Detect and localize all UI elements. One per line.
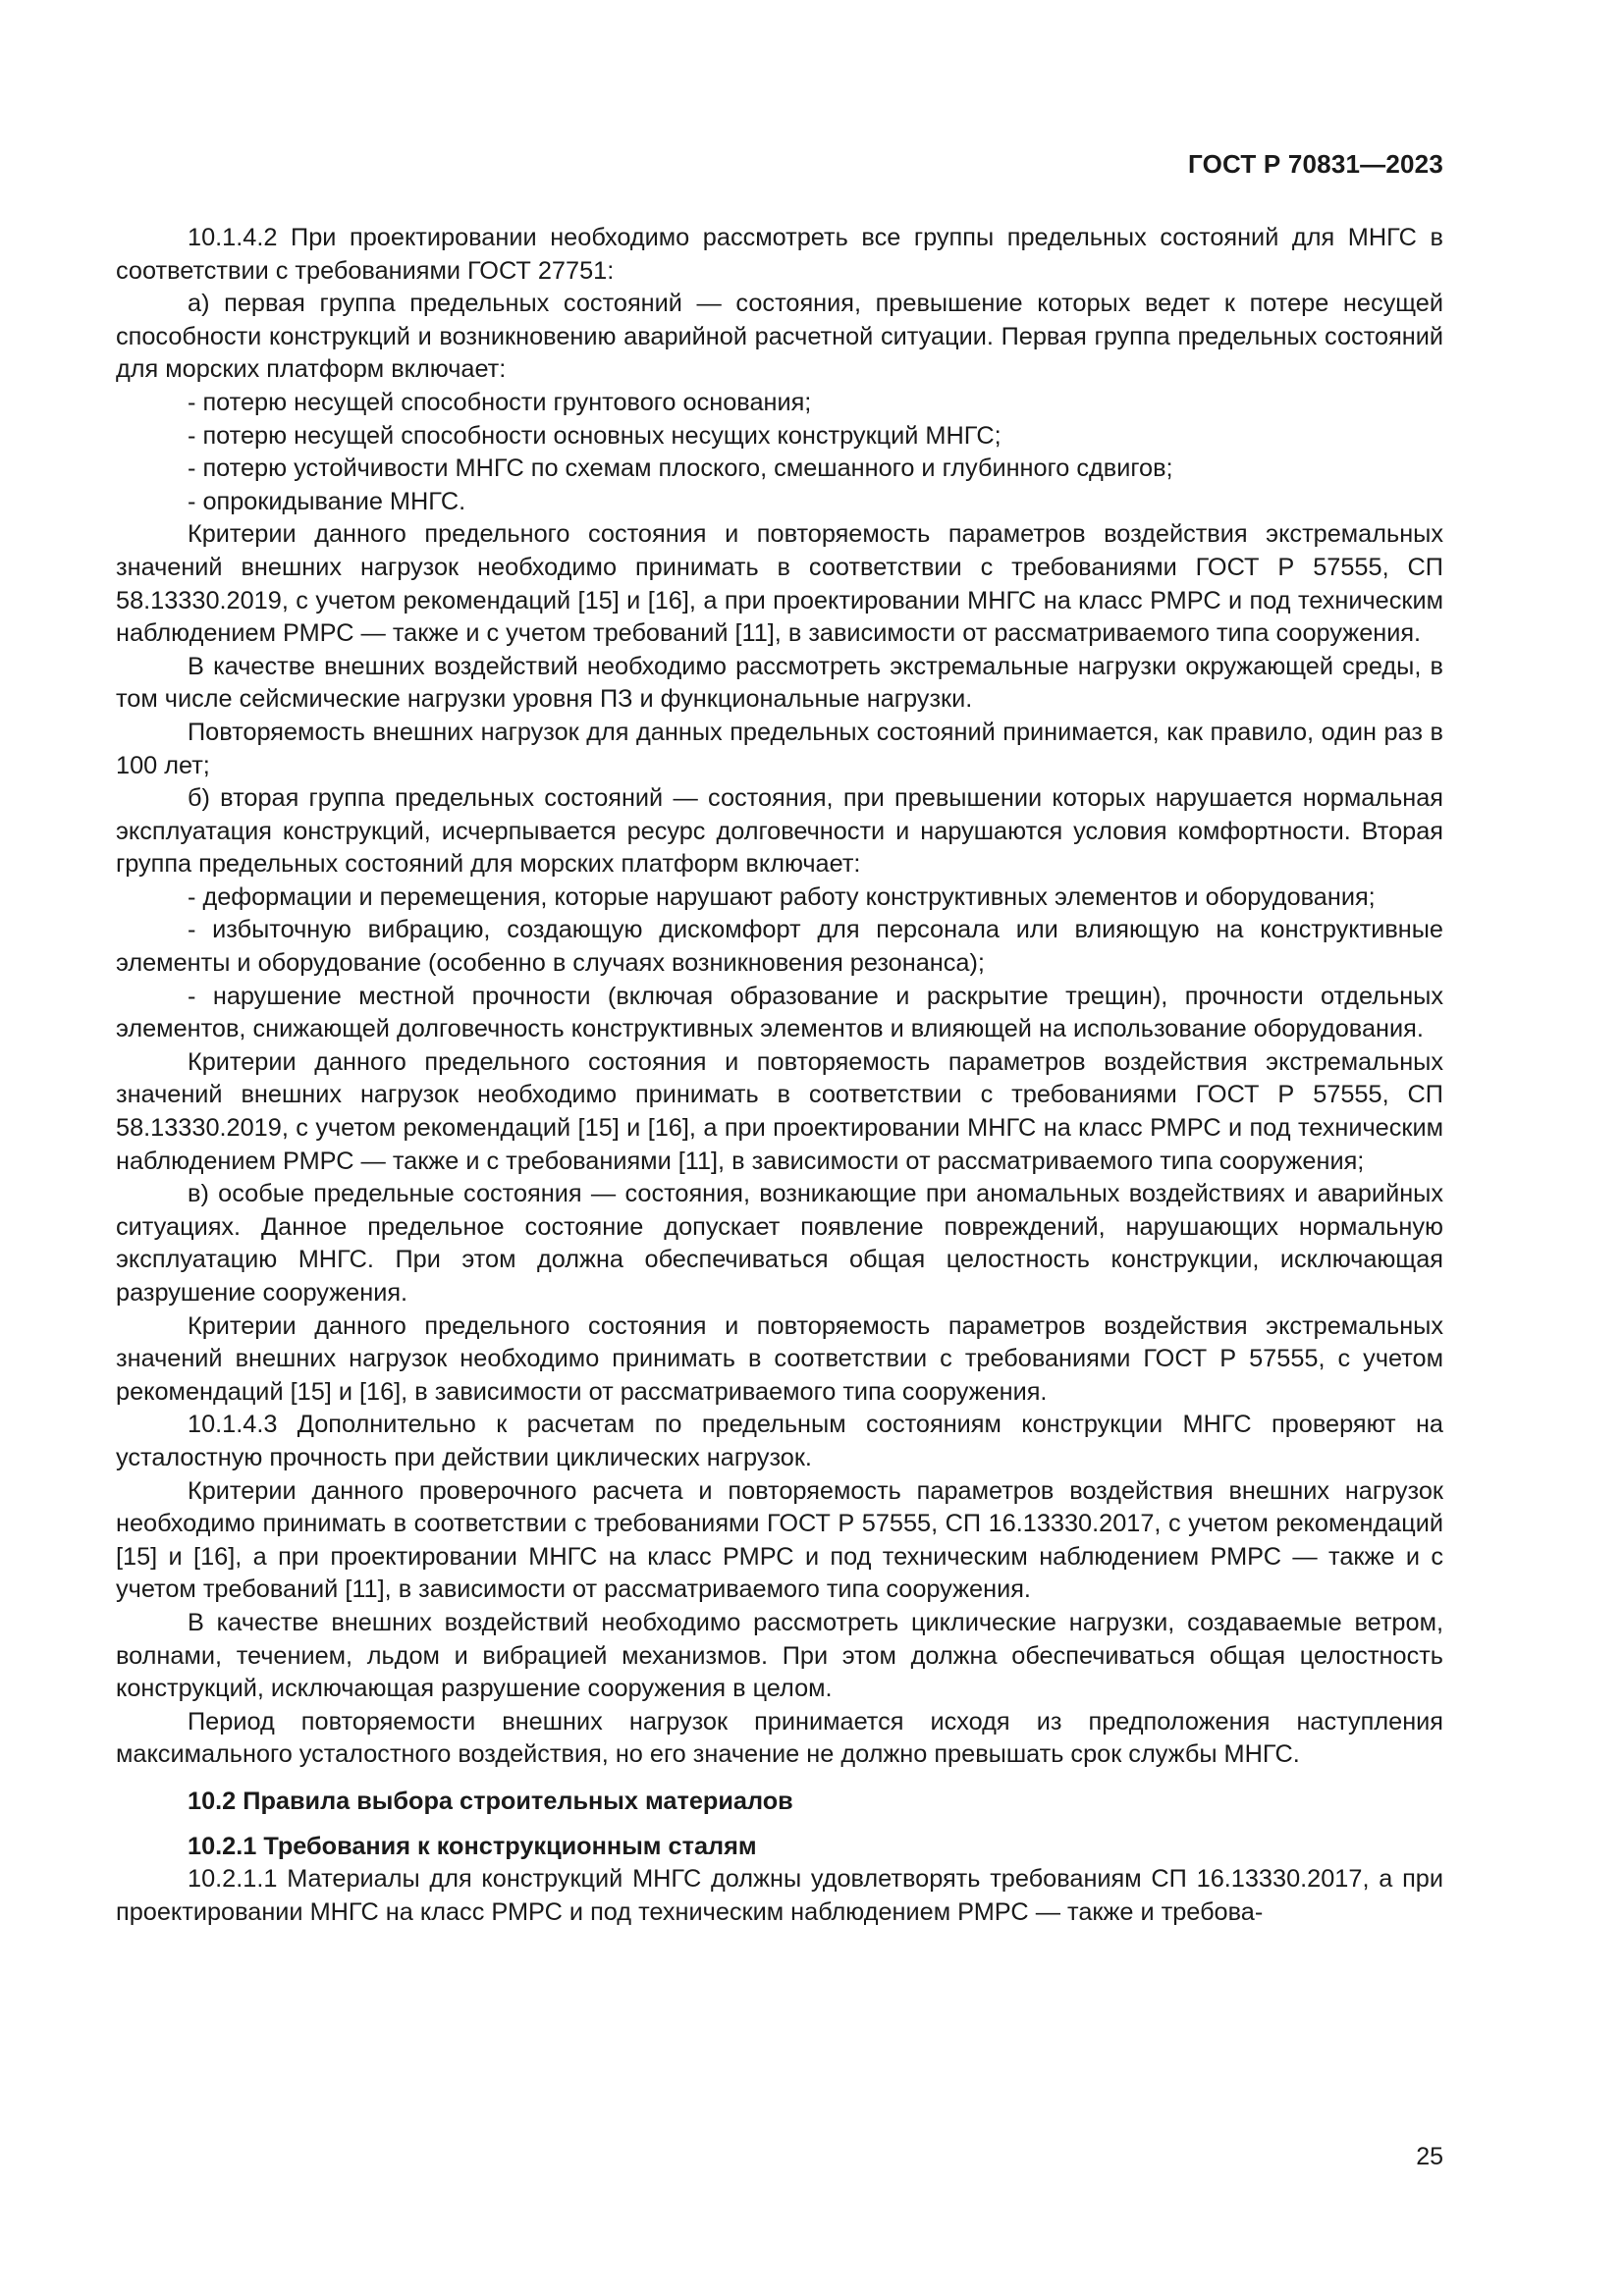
page-number: 25	[1416, 2143, 1443, 2170]
paragraph-criteria-2: Критерии данного предельного состояния и повторяемость параметров воздействия экстремальных значений внешних нагрузок необходимо принимать в соответствии с требованиями ГОСТ Р 57555, СП 58.13330.2019, с учетом рекомендаций [15] и [16], а при проектировании МНГС на класс РМРС и под техническим наблюдением РМРС — также и с требованиями [11], в зависимости от рассматриваемого типа сооружения;	[116, 1047, 1443, 1175]
list-item: - нарушение местной прочности (включая образование и раскрытие трещин), прочности отдельных элементов, снижающей долговечность конструктивных элементов и влияющей на использование оборудования.	[116, 982, 1443, 1043]
paragraph-criteria-fatigue: Критерии данного проверочного расчета и повторяемость параметров воздействия внешних нагрузок необходимо принимать в соответствии с требованиями ГОСТ Р 57555, СП 16.13330.2017, с учетом рекомендаций [15] и [16], а при проектировании МНГС на класс РМРС и под техническим наблюдением РМРС — также и с учетом требований [11], в зависимости от рассматриваемого типа сооружения.	[116, 1476, 1443, 1604]
paragraph-10-1-4-2: 10.1.4.2 При проектировании необходимо рассмотреть все группы предельных состояний для МНГС в соответствии с требованиями ГОСТ 27751:	[116, 224, 1443, 285]
section-heading-10-2-1: 10.2.1 Требования к конструкционным сталям	[188, 1832, 757, 1860]
paragraph-criteria-3: Критерии данного предельного состояния и повторяемость параметров воздействия экстремальных значений внешних нагрузок необходимо принимать в соответствии с требованиями ГОСТ Р 57555, с учетом рекомендаций [15] и [16], в зависимости от рассматриваемого типа сооружения.	[116, 1311, 1443, 1406]
list-item: - потерю несущей способности основных несущих конструкций МНГС;	[188, 421, 1001, 450]
list-item: - опрокидывание МНГС.	[188, 487, 466, 515]
paragraph-external-loads-cyclic: В качестве внешних воздействий необходимо рассмотреть циклические нагрузки, создаваемые ветром, волнами, течением, льдом и вибрацией механизмов. При этом должна обеспечиваться общая целостность конструкций, исключающая разрушение сооружения в целом.	[116, 1608, 1443, 1703]
paragraph-recurrence-1: Повторяемость внешних нагрузок для данных предельных состояний принимается, как правило, один раз в 100 лет;	[116, 718, 1443, 779]
paragraph-external-loads-1: В качестве внешних воздействий необходимо рассмотреть экстремальные нагрузки окружающей среды, в том числе сейсмические нагрузки уровня ПЗ и функциональные нагрузки.	[116, 652, 1443, 714]
paragraph-group-2-intro: б) вторая группа предельных состояний — состояния, при превышении которых нарушается нормальная эксплуатация конструкций, исчерпывается ресурс долговечности и нарушаются условия комфортности. Вторая группа предельных состояний для морских платформ включает:	[116, 784, 1443, 879]
section-heading-10-2: 10.2 Правила выбора строительных материалов	[188, 1787, 793, 1815]
document-body	[116, 222, 1443, 1929]
list-item: - потерю несущей способности грунтового основания;	[188, 388, 812, 416]
list-item: - деформации и перемещения, которые нарушают работу конструктивных элементов и оборудования;	[188, 882, 1376, 911]
document-header: ГОСТ Р 70831—2023	[1188, 149, 1443, 179]
paragraph-10-2-1-1: 10.2.1.1 Материалы для конструкций МНГС должны удовлетворять требованиям СП 16.13330.2017, а при проектировании МНГС на класс РМРС и под техническим наблюдением РМРС — также и требова-	[116, 1865, 1443, 1926]
list-item: - потерю устойчивости МНГС по схемам плоского, смешанного и глубинного сдвигов;	[188, 454, 1173, 483]
list-item: - избыточную вибрацию, создающую дискомфорт для персонала или влияющую на конструктивные элементы и оборудование (особенно в случаях возникновения резонанса);	[116, 916, 1443, 978]
paragraph-10-1-4-3: 10.1.4.3 Дополнительно к расчетам по предельным состояниям конструкции МНГС проверяют на усталостную прочность при действии циклических нагрузок.	[116, 1411, 1443, 1471]
paragraph-criteria-1: Критерии данного предельного состояния и повторяемость параметров воздействия экстремальных значений внешних нагрузок необходимо принимать в соответствии с требованиями ГОСТ Р 57555, СП 58.13330.2019, с учетом рекомендаций [15] и [16], а при проектировании МНГС на класс РМРС и под техническим наблюдением РМРС — также и с учетом требований [11], в зависимости от рассматриваемого типа сооружения.	[116, 520, 1443, 648]
paragraph-special-states: в) особые предельные состояния — состояния, возникающие при аномальных воздействиях и аварийных ситуациях. Данное предельное состояние допускает появление повреждений, нарушающих нормальную эксплуатацию МНГС. При этом должна обеспечиваться общая целостность конструкции, исключающая разрушение сооружения.	[116, 1180, 1443, 1307]
paragraph-recurrence-period: Период повторяемости внешних нагрузок принимается исходя из предположения наступления максимального усталостного воздействия, но его значение не должно превышать срок службы МНГС.	[116, 1707, 1443, 1769]
paragraph-group-1-intro: а) первая группа предельных состояний — состояния, превышение которых ведет к потере несущей способности конструкций и возникновению аварийной расчетной ситуации. Первая группа предельных состояний для морских платформ включает:	[116, 290, 1443, 384]
document-page	[116, 0, 1443, 2296]
